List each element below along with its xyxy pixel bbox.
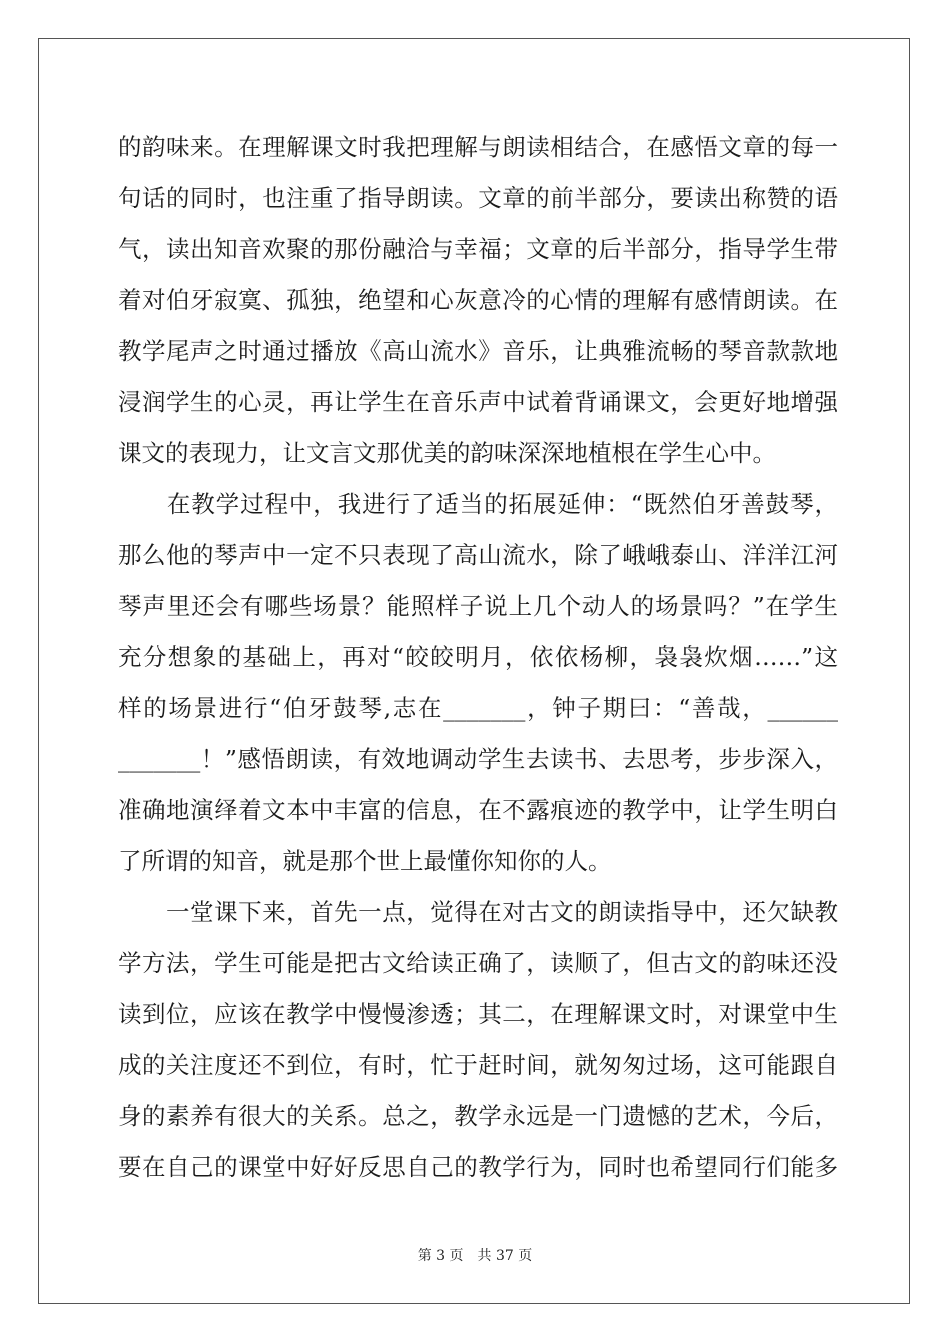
- text-line: 那么他的琴声中一定不只表现了高山流水，除了峨峨泰山、洋洋江河: [118, 541, 838, 569]
- text-line: 在教学过程中，我进行了适当的拓展延伸：“既然伯牙善鼓琴，: [118, 490, 838, 518]
- text-line: 琴声里还会有哪些场景？能照样子说上几个动人的场景吗？”在学生: [118, 592, 838, 620]
- text-line: 句话的同时，也注重了指导朗读。文章的前半部分，要读出称赞的语: [118, 184, 838, 212]
- text-line: _______！”感悟朗读，有效地调动学生去读书、去思考，步步深入，: [118, 745, 838, 773]
- text-line: 充分想象的基础上，再对“皎皎明月，依依杨柳，袅袅炊烟……”这: [118, 643, 838, 671]
- text-line: 课文的表现力，让文言文那优美的韵味深深地植根在学生心中。: [118, 439, 776, 467]
- text-line: 浸润学生的心灵，再让学生在音乐声中试着背诵课文，会更好地增强: [118, 388, 838, 416]
- text-line: 要在自己的课堂中好好反思自己的教学行为，同时也希望同行们能多: [118, 1153, 838, 1181]
- text-line: 气，读出知音欢聚的那份融洽与幸福；文章的后半部分，指导学生带: [118, 235, 838, 263]
- text-line: 样的场景进行“伯牙鼓琴,志在_______，钟子期曰：“善哉，______: [118, 694, 838, 722]
- page-footer: 第 3 页 共 37 页: [417, 1248, 533, 1264]
- text-line: 着对伯牙寂寞、孤独，绝望和心灰意冷的心情的理解有感情朗读。在: [118, 286, 838, 314]
- text-line: 成的关注度还不到位，有时，忙于赶时间，就匆匆过场，这可能跟自: [118, 1051, 838, 1079]
- text-line: 读到位，应该在教学中慢慢渗透；其二，在理解课文时，对课堂中生: [118, 1000, 838, 1028]
- text-line: 身的素养有很大的关系。总之，教学永远是一门遗憾的艺术，今后，: [118, 1102, 838, 1130]
- text-line: 一堂课下来，首先一点，觉得在对古文的朗读指导中，还欠缺教: [118, 898, 838, 926]
- text-line: 的韵味来。在理解课文时我把理解与朗读相结合，在感悟文章的每一: [118, 133, 838, 161]
- text-line: 教学尾声之时通过播放《高山流水》音乐，让典雅流畅的琴音款款地: [118, 337, 838, 365]
- text-line: 学方法，学生可能是把古文给读正确了，读顺了，但古文的韵味还没: [118, 949, 838, 977]
- text-line: 准确地演绎着文本中丰富的信息，在不露痕迹的教学中，让学生明白: [118, 796, 838, 824]
- text-line: 了所谓的知音，就是那个世上最懂你知你的人。: [118, 847, 612, 875]
